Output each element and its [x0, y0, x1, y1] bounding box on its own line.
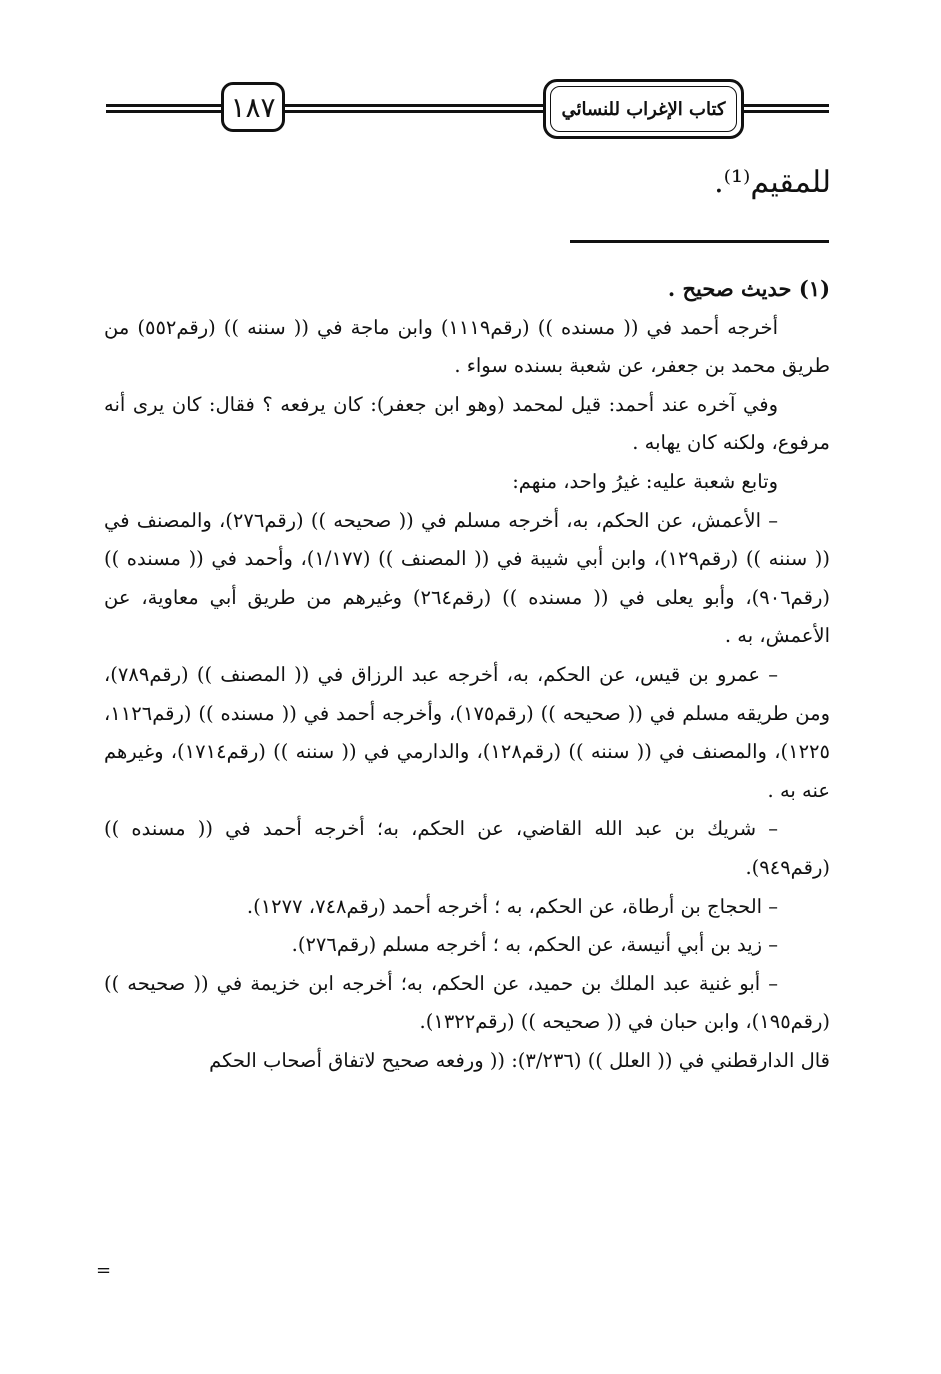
footnotes [104, 270, 830, 1080]
main-text: للمقيم⁽¹⁾. [714, 165, 831, 200]
footnote-title: (١) حديث صحيح . [667, 276, 830, 301]
footnote-paragraph: – شريك بن عبد الله القاضي، عن الحكم، به؛ أخرجه أحمد في (( مسنده )) (رقم٩٤٩). [104, 817, 830, 879]
page-header [0, 0, 941, 150]
footnote-paragraph: – الحجاج بن أرطاة، عن الحكم، به ؛ أخرجه أحمد (رقم٧٤٨، ١٢٧٧). [246, 894, 778, 918]
footnote-separator [570, 240, 829, 243]
footnote-paragraph: – عمرو بن قيس، عن الحكم، به، أخرجه عبد الرزاق في (( المصنف )) (رقم٧٨٩)، ومن طريقه مسلم في (( صحيحه )) (رقم١٧٥)، وأخرجه أحمد في (( مسنده )) (رقم١١٢٦، ١٢٢٥)، والمصنف في (( سننه )) (رقم١٢٨)، والدارمي في (( سننه )) (رقم١٧١٤)، وغيرهم عنه به . [104, 662, 831, 802]
header-rule-left [106, 104, 224, 113]
footnote-paragraph: – الأعمش، عن الحكم، به، أخرجه مسلم في (( صحيحه )) (رقم٢٧٦)، والمصنف في (( سننه )) (رقم١٢٩)، وابن أبي شيبة في (( المصنف )) (١/١٧٧)، وأحمد في (( مسنده )) (رقم٩٠٦)، وأبو يعلى في (( مسنده )) (رقم٢٦٤) وغيرهم من طريق أبي معاوية، عن الأعمش، به . [104, 508, 830, 648]
footnote-paragraph: أخرجه أحمد في (( مسنده )) (رقم١١١٩) وابن ماجة في (( سننه )) (رقم٥٥٢) من طريق محمد بن جعفر، عن شعبة بسنده سواء . [104, 315, 830, 378]
footnote-paragraph: – أبو غنية عبد الملك بن حميد، عن الحكم، به؛ أخرجه ابن خزيمة في (( صحيحه )) (رقم١٩٥)، وابن حبان في (( صحيحه )) (رقم١٣٢٢). [104, 971, 830, 1034]
page-number: ١٨٧ [221, 82, 285, 132]
footnote-paragraph: وتابع شعبة عليه: غيرُ واحد، منهم: [512, 469, 778, 493]
header-rule-right [742, 104, 829, 113]
footnote-paragraph: وفي آخره عند أحمد: قيل لمحمد (وهو ابن جعفر): كان يرفعه ؟ فقال: كان يرى أنه مرفوع، ولكنه كان يهابه . [104, 392, 830, 455]
footnote-paragraph: قال الدارقطني في (( العلل )) (٣/٢٣٦): (( ورفعه صحيح لاتفاق أصحاب الحكم [209, 1048, 830, 1072]
footnote-paragraph: – زيد بن أبي أنيسة، عن الحكم، به ؛ أخرجه مسلم (رقم٢٧٦). [291, 933, 778, 957]
header-rule-middle [282, 104, 545, 113]
book-title: كتاب الإغراب للنسائي [543, 79, 744, 139]
continuation-mark: = [96, 1260, 112, 1281]
